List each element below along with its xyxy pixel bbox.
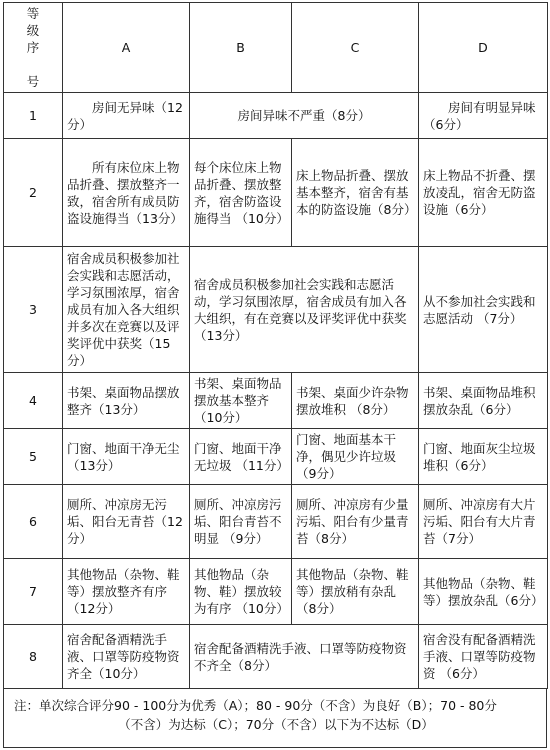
cell-d: 书架、桌面物品堆积摆放杂乱（6分） <box>419 373 548 429</box>
cell-a: 厕所、冲凉房无污垢、阳台无青苔（12分） <box>63 485 190 559</box>
footnote-line-2: （不含）为达标（C）；70分（不含）以下为不达标（D） <box>118 717 434 732</box>
table-row <box>4 373 548 429</box>
table-row <box>4 559 548 625</box>
cell-b: 书架、桌面物品摆放基本整齐（10分） <box>190 373 292 429</box>
row-number: 5 <box>4 429 63 485</box>
evaluation-table <box>3 2 548 689</box>
table-row <box>4 429 548 485</box>
cell-d: 床上物品不折叠、摆放凌乱，宿舍无防盗设施（6分） <box>419 139 548 247</box>
header-level-b: B <box>190 3 292 93</box>
cell-c: 厕所、冲凉房有少量污垢、阳台有少量青苔（8分） <box>292 485 419 559</box>
cell-a: 房间无异味（12分） <box>63 93 190 139</box>
row-number: 3 <box>4 247 63 373</box>
cell-d: 从不参加社会实践和志愿活动 （7分） <box>419 247 548 373</box>
footnote <box>3 688 547 748</box>
table-row <box>4 625 548 689</box>
table-row <box>4 139 548 247</box>
row-number: 6 <box>4 485 63 559</box>
cell-a: 书架、桌面物品摆放整齐（13分） <box>63 373 190 429</box>
header-level-a: A <box>63 3 190 93</box>
row-number: 7 <box>4 559 63 625</box>
cell-a: 其他物品（杂物、鞋等）摆放整齐有序（12分） <box>63 559 190 625</box>
cell-c: 床上物品折叠、摆放基本整齐，宿舍有基本的防盗设施（8分） <box>292 139 419 247</box>
table-row <box>4 247 548 373</box>
cell-c: 门窗、地面基本干净，偶见少许垃圾 （9分） <box>292 429 419 485</box>
row-number: 1 <box>4 93 63 139</box>
cell-a: 宿舍配备酒精洗手液、口罩等防疫物资齐全（10分） <box>63 625 190 689</box>
row-number: 8 <box>4 625 63 689</box>
header-level-c: C <box>292 3 419 93</box>
cell-d: 厕所、冲凉房有大片污垢、阳台有大片青苔（7分） <box>419 485 548 559</box>
cell-c: 其他物品（杂物、鞋等）摆放稍有杂乱 （8分） <box>292 559 419 625</box>
row-number: 2 <box>4 139 63 247</box>
cell-d: 门窗、地面灰尘垃圾堆积（6分） <box>419 429 548 485</box>
table-row <box>4 93 548 139</box>
header-level-d: D <box>419 3 548 93</box>
cell-d: 宿舍没有配备酒精洗手液、口罩等防疫物资 （6分） <box>419 625 548 689</box>
footnote-line-1: 注：单次综合评分90 - 100分为优秀（A）；80 - 90分（不含）为良好（B）；70 - 80分 <box>14 698 497 713</box>
cell-bc: 宿舍成员积极参加社会实践和志愿活动，学习氛围浓厚，宿舍成员有加入各大组织，有在竞赛以及评奖评优中获奖（13分） <box>190 247 419 373</box>
cell-bc: 宿舍配备酒精洗手液、口罩等防疫物资不齐全（8分） <box>190 625 419 689</box>
cell-b: 其他物品（杂物、鞋）摆放较为有序 （10分） <box>190 559 292 625</box>
cell-a: 宿舍成员积极参加社会实践和志愿活动，学习氛围浓厚，宿舍成员有加入各大组织并多次在竞赛以及评奖评优中获奖（15分） <box>63 247 190 373</box>
cell-b: 厕所、冲凉房污垢、阳台青苔不明显 （9分） <box>190 485 292 559</box>
header-corner: 等 级 序 号 <box>4 3 63 93</box>
cell-d: 房间有明显异味（6分） <box>419 93 548 139</box>
cell-b: 每个床位床上物品折叠、摆放整齐，宿舍防盗设施得当 （10分） <box>190 139 292 247</box>
cell-c: 书架、桌面少许杂物摆放堆积 （8分） <box>292 373 419 429</box>
cell-bc: 房间异味不严重（8分） <box>190 93 419 139</box>
table-row <box>4 485 548 559</box>
cell-a: 门窗、地面干净无尘（13分） <box>63 429 190 485</box>
row-number: 4 <box>4 373 63 429</box>
cell-d: 其他物品（杂物、鞋等）摆放杂乱（6分） <box>419 559 548 625</box>
cell-a: 所有床位床上物品折叠、摆放整齐一致，宿舍所有成员防盗设施得当（13分） <box>63 139 190 247</box>
header-row <box>4 3 548 93</box>
cell-b: 门窗、地面干净无垃圾 （11分） <box>190 429 292 485</box>
